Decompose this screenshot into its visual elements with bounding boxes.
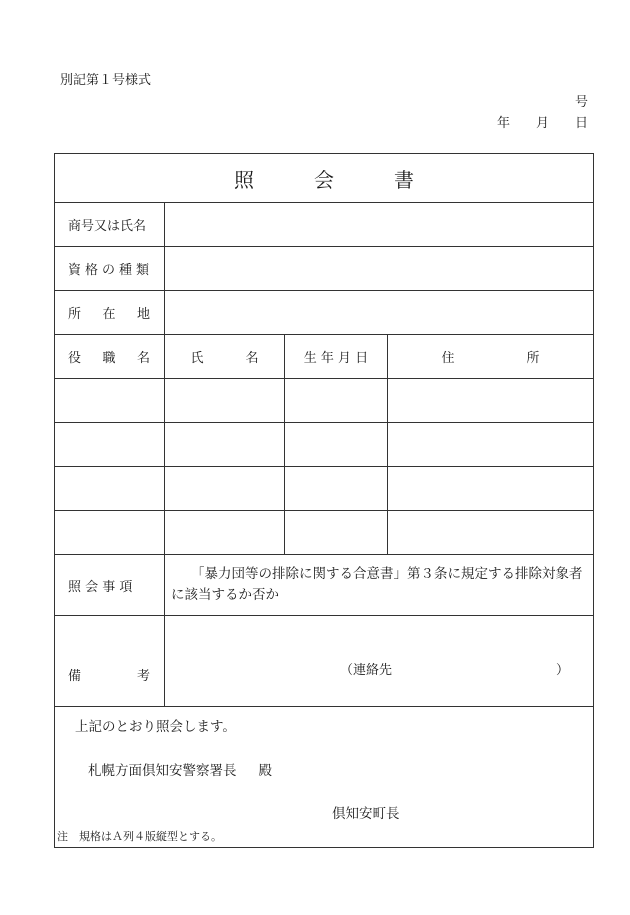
contact-close-paren: ） xyxy=(555,663,569,678)
officer-position-cell[interactable] xyxy=(55,423,165,467)
birthdate-header: 生 年 月 日 xyxy=(285,335,388,379)
officer-name-cell[interactable] xyxy=(165,379,285,423)
position-header-char: 職 xyxy=(102,351,116,366)
location-label-char: 在 xyxy=(102,307,116,322)
officer-name-cell[interactable] xyxy=(165,511,285,555)
date-day-label: 日 xyxy=(574,116,588,131)
officer-address-cell[interactable] xyxy=(388,467,594,511)
officer-name-header-char: 氏 xyxy=(190,351,204,366)
document-date xyxy=(497,112,588,131)
document-number-label: 号 xyxy=(574,95,588,110)
date-month-label: 月 xyxy=(535,116,549,131)
footnote: 注 規格はＡ列４版縦型とする。 xyxy=(57,830,222,843)
addressee-name: 札幌方面倶知安警察署長 xyxy=(88,763,237,779)
officer-name-cell[interactable] xyxy=(165,423,285,467)
officer-row xyxy=(55,467,594,511)
officer-name-header-char: 名 xyxy=(245,351,259,366)
qualification-label: 資格の種類 xyxy=(55,247,165,291)
officer-birthdate-cell[interactable] xyxy=(285,511,388,555)
date-year-label: 年 xyxy=(496,116,510,131)
officer-row xyxy=(55,379,594,423)
officer-birthdate-cell[interactable] xyxy=(285,423,388,467)
inquiry-text xyxy=(165,555,594,616)
closing-statement: 上記のとおり照会します。 xyxy=(75,719,236,735)
location-label-char: 地 xyxy=(136,307,150,322)
contact-label: （連絡先 xyxy=(340,663,393,678)
officer-address-cell[interactable] xyxy=(388,379,594,423)
officer-row xyxy=(55,511,594,555)
remarks-field[interactable] xyxy=(165,616,594,707)
closing-section xyxy=(55,707,594,848)
form-title: 照会書 xyxy=(55,154,594,203)
officer-name-cell[interactable] xyxy=(165,467,285,511)
inquiry-form-table xyxy=(54,153,594,848)
trade-name-field[interactable] xyxy=(165,203,594,247)
officer-birthdate-cell[interactable] xyxy=(285,467,388,511)
officer-address-cell[interactable] xyxy=(388,511,594,555)
inquiry-label: 照 会 事 項 xyxy=(55,555,165,616)
officer-position-cell[interactable] xyxy=(55,467,165,511)
officer-birthdate-cell[interactable] xyxy=(285,379,388,423)
position-header xyxy=(55,335,165,379)
officer-row xyxy=(55,423,594,467)
form-identifier: 別記第１号様式 xyxy=(60,73,152,88)
qualification-field[interactable] xyxy=(165,247,594,291)
officer-name-header xyxy=(165,335,285,379)
address-header-char: 住 xyxy=(441,351,455,366)
sender: 倶知安町長 xyxy=(332,806,400,822)
address-header-char: 所 xyxy=(526,351,540,366)
officer-position-cell[interactable] xyxy=(55,511,165,555)
position-header-char: 役 xyxy=(68,351,82,366)
location-label-char: 所 xyxy=(68,307,82,322)
remarks-label-char: 備 xyxy=(68,668,82,684)
remarks-label-char: 考 xyxy=(136,668,150,684)
addressee xyxy=(88,759,272,779)
inquiry-text-line: に該当するか否か xyxy=(171,587,279,603)
officer-address-cell[interactable] xyxy=(388,423,594,467)
location-label xyxy=(55,291,165,335)
remarks-label xyxy=(55,616,165,707)
inquiry-text-line: 「暴力団等の排除に関する合意書」第３条に規定する排除対象者 xyxy=(191,566,583,582)
address-header xyxy=(388,335,594,379)
position-header-char: 名 xyxy=(136,351,150,366)
officer-position-cell[interactable] xyxy=(55,379,165,423)
trade-name-label: 商号又は氏名 xyxy=(55,203,165,247)
addressee-honorific: 殿 xyxy=(258,763,272,779)
location-field[interactable] xyxy=(165,291,594,335)
